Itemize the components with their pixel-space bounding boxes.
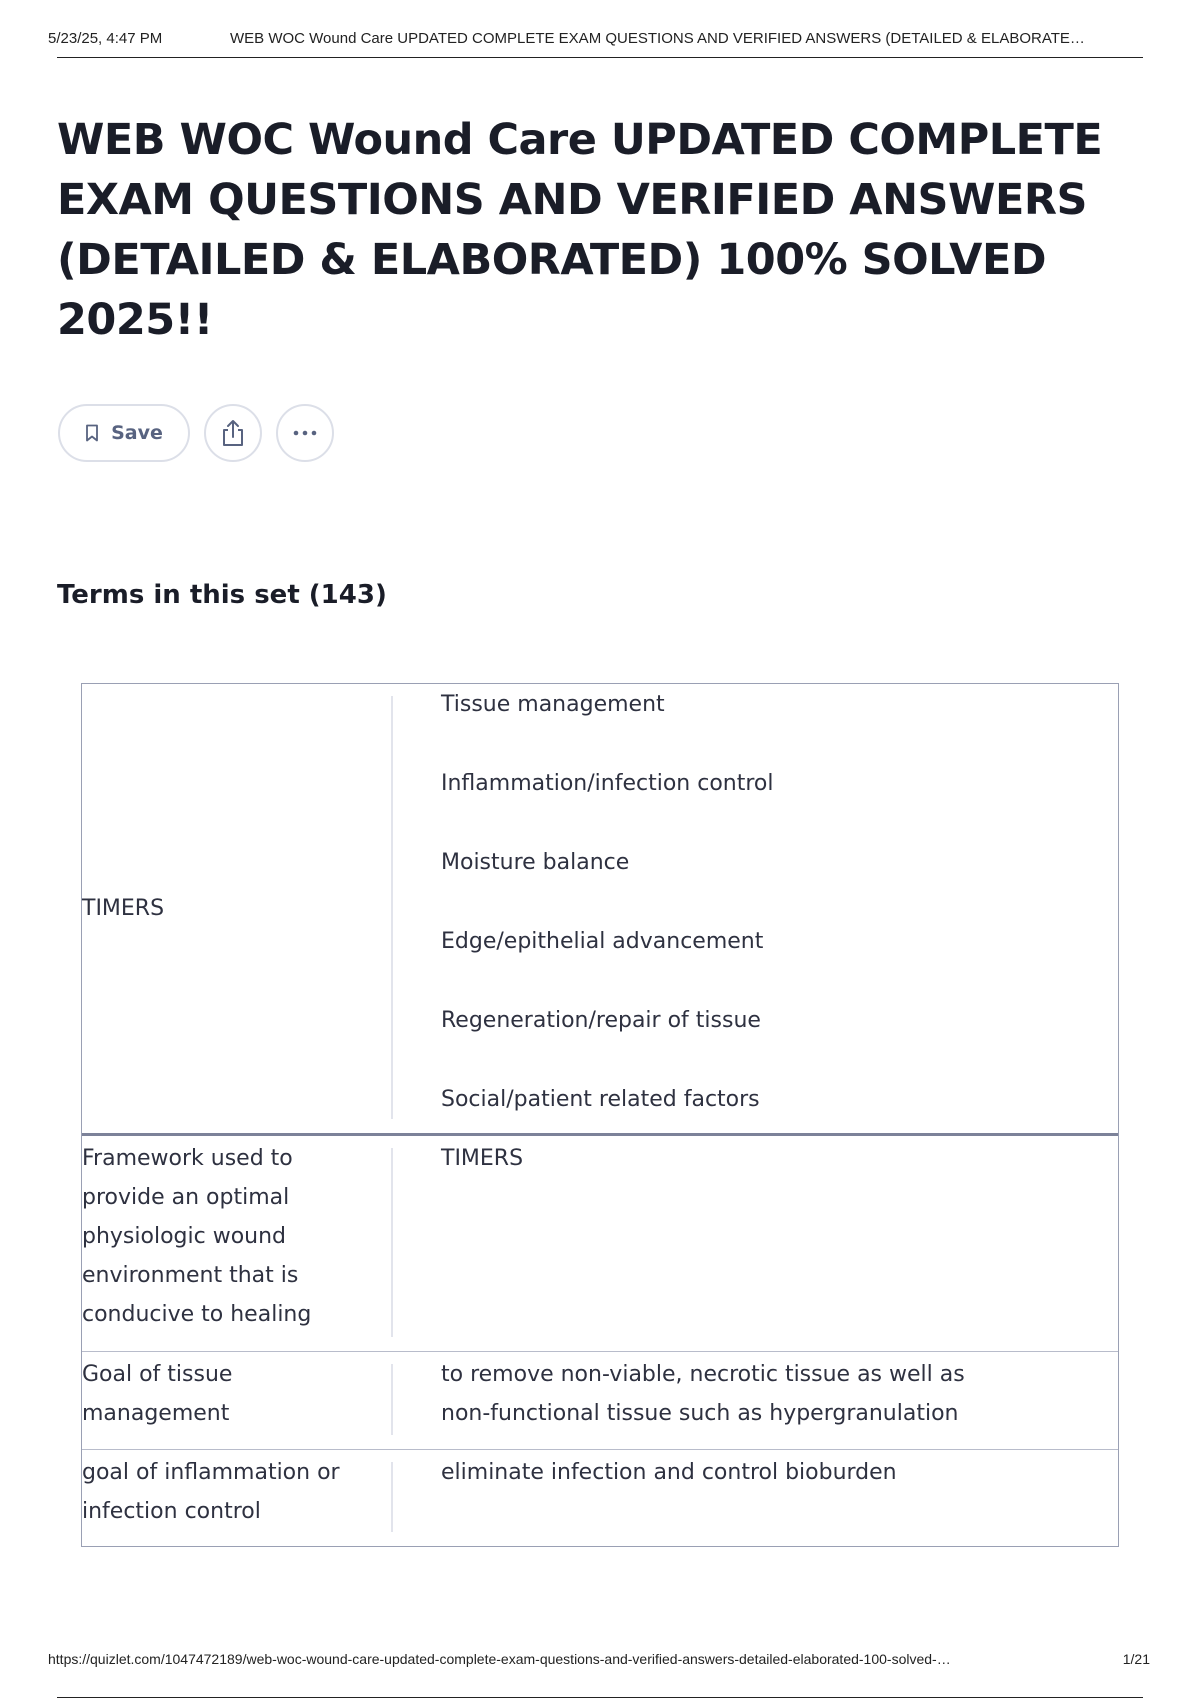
definition-line: Inflammation/infection control <box>441 771 774 796</box>
term-cell <box>82 1352 391 1449</box>
definition-line: Edge/epithelial advancement <box>441 929 764 954</box>
terms-heading: Terms in this set (143) <box>57 580 387 610</box>
more-button[interactable] <box>276 404 334 462</box>
print-header <box>48 30 1150 47</box>
print-url: https://quizlet.com/1047472189/web-woc-wound-care-updated-complete-exam-questions-and-verified-answers-detailed-elaborated-100-solved-… <box>48 1651 951 1667</box>
terms-table <box>81 683 1119 1547</box>
definition-line: Moisture balance <box>441 850 630 875</box>
definition-cell <box>393 1352 1118 1449</box>
definition-line: Social/patient related factors <box>441 1087 760 1112</box>
header-divider <box>57 57 1143 58</box>
term-line: provide an optimal <box>82 1185 290 1210</box>
term-line: Framework used to <box>82 1146 293 1171</box>
term-cell <box>82 1450 391 1546</box>
definition-line: Regeneration/repair of tissue <box>441 1008 761 1033</box>
save-label: Save <box>111 422 163 444</box>
print-date: 5/23/25, 4:47 PM <box>48 30 163 47</box>
term-text: TIMERS <box>82 896 165 921</box>
definition-line: TIMERS <box>441 1146 524 1171</box>
definition-cell <box>393 1136 1118 1351</box>
definition-line: to remove non-viable, necrotic tissue as well as <box>441 1362 965 1387</box>
term-cell <box>82 684 391 1133</box>
more-icon <box>292 430 318 436</box>
term-line: infection control <box>82 1499 261 1524</box>
definition-line: eliminate infection and control bioburden <box>441 1460 897 1485</box>
print-doc-title: WEB WOC Wound Care UPDATED COMPLETE EXAM QUESTIONS AND VERIFIED ANSWERS (DETAILED & ELABORATE… <box>230 30 1085 47</box>
page-title: WEB WOC Wound Care UPDATED COMPLETE EXAM QUESTIONS AND VERIFIED ANSWERS (DETAILED & ELABORATED) 100% SOLVED 2025!! <box>57 115 1103 345</box>
print-footer <box>48 1651 1150 1667</box>
term-row <box>82 1133 1118 1351</box>
term-row <box>82 1449 1118 1546</box>
share-button[interactable] <box>204 404 262 462</box>
definition-cell <box>393 684 1118 1133</box>
term-line: conducive to healing <box>82 1302 312 1327</box>
term-line: Goal of tissue <box>82 1362 233 1387</box>
definition-cell <box>393 1450 1118 1546</box>
definition-line: non-functional tissue such as hypergranulation <box>441 1401 959 1426</box>
term-line: goal of inflammation or <box>82 1460 340 1485</box>
bookmark-icon <box>85 424 99 442</box>
page-number: 1/21 <box>1122 1651 1150 1667</box>
term-line: management <box>82 1401 230 1426</box>
term-row <box>82 1351 1118 1449</box>
term-row <box>82 684 1118 1133</box>
set-actions <box>58 404 334 462</box>
save-button[interactable] <box>58 404 190 462</box>
share-icon <box>220 419 246 447</box>
term-line: physiologic wound <box>82 1224 287 1249</box>
footer-divider <box>57 1697 1143 1698</box>
definition-line: Tissue management <box>441 692 665 717</box>
term-cell <box>82 1136 391 1351</box>
term-line: environment that is <box>82 1263 299 1288</box>
